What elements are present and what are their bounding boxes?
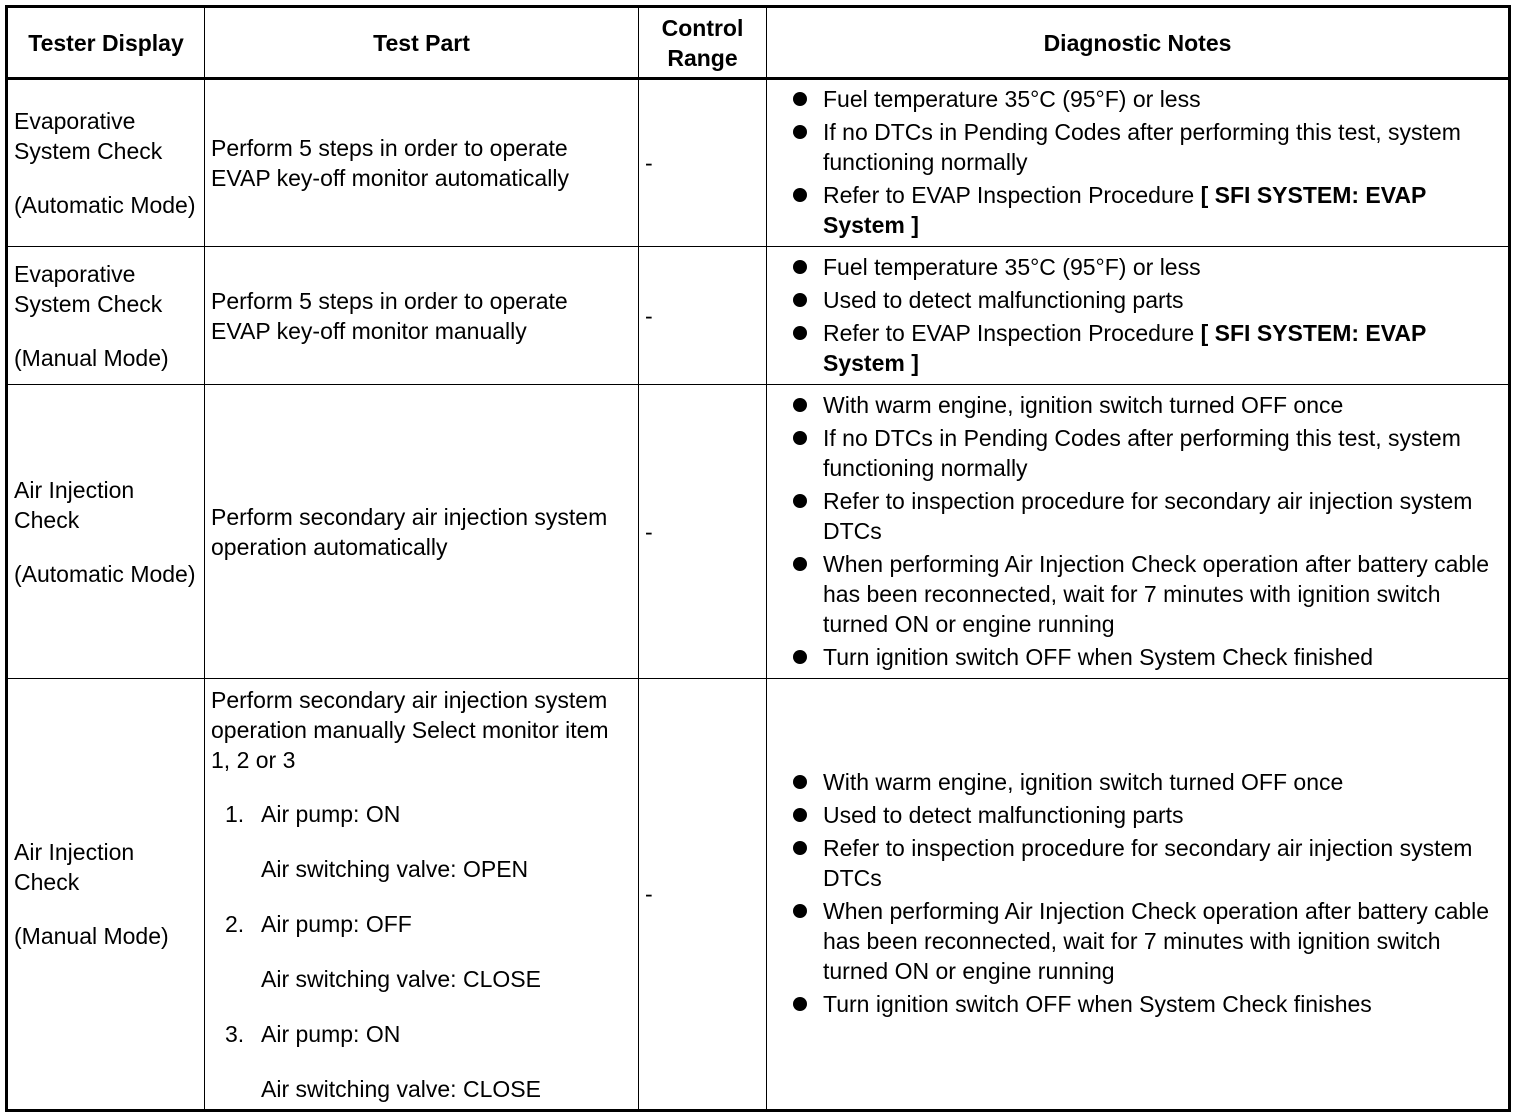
monitor-items-list: [211, 799, 632, 1104]
diagnostic-notes-cell: [767, 385, 1510, 679]
header-control-range: Control Range: [639, 7, 767, 79]
bullet-icon: [793, 92, 807, 106]
list-item: 2. Air pump: OFF Air switching valve: CLOSE: [225, 910, 541, 992]
header-row: [7, 7, 1510, 79]
list-item: Refer to EVAP Inspection Procedure [ SFI SYSTEM: EVAP System ]: [773, 318, 1502, 378]
list-item: With warm engine, ignition switch turned OFF once: [773, 767, 1502, 797]
list-item: Used to detect malfunctioning parts: [773, 285, 1502, 315]
bullet-icon: [793, 650, 807, 664]
evap-system-reference-link[interactable]: [ SFI SYSTEM: EVAP System ]: [823, 182, 1426, 238]
control-range-cell: -: [639, 679, 767, 1111]
list-item: 3. Air pump: ON Air switching valve: CLOSE: [225, 1020, 541, 1102]
tester-display-cell: [7, 79, 205, 247]
tester-display-cell: [7, 385, 205, 679]
list-item: If no DTCs in Pending Codes after performing this test, system functioning normally: [773, 423, 1502, 483]
control-range-cell: -: [639, 79, 767, 247]
tester-function-table: [5, 5, 1511, 1112]
notes-list: [773, 390, 1502, 672]
list-item: If no DTCs in Pending Codes after performing this test, system functioning normally: [773, 117, 1502, 177]
tester-display-mode: (Manual Mode): [14, 923, 169, 949]
bullet-icon: [793, 188, 807, 202]
list-item: When performing Air Injection Check operation after battery cable has been reconnected, wait for 7 minutes with ignition switch turned ON or engine running: [773, 549, 1502, 639]
list-item: Fuel temperature 35°C (95°F) or less: [773, 252, 1502, 282]
table-row: [7, 679, 1510, 1111]
bullet-icon: [793, 326, 807, 340]
bullet-icon: [793, 997, 807, 1011]
notes-list: [773, 252, 1502, 378]
bullet-icon: [793, 260, 807, 274]
bullet-icon: [793, 808, 807, 822]
bullet-icon: [793, 557, 807, 571]
bullet-icon: [793, 841, 807, 855]
list-item: 1. Air pump: ON Air switching valve: OPEN: [225, 800, 529, 882]
list-item: Turn ignition switch OFF when System Check finished: [773, 642, 1502, 672]
diagnostic-notes-cell: [767, 79, 1510, 247]
bullet-icon: [793, 398, 807, 412]
list-item: Turn ignition switch OFF when System Check finishes: [773, 989, 1502, 1019]
notes-list: [773, 767, 1502, 1019]
tester-display-cell: [7, 247, 205, 385]
bullet-icon: [793, 494, 807, 508]
control-range-cell: -: [639, 247, 767, 385]
list-item: Refer to inspection procedure for secondary air injection system DTCs: [773, 486, 1502, 546]
diagnostic-notes-cell: [767, 247, 1510, 385]
test-part-description: Perform secondary air injection system operation manually Select monitor item 1, 2 or 3: [211, 686, 609, 773]
tester-display-name: Air Injection Check: [14, 476, 135, 533]
tester-display-mode: (Automatic Mode): [14, 192, 196, 218]
tester-display-name: Evaporative System Check: [14, 260, 163, 317]
evap-system-reference-link[interactable]: [ SFI SYSTEM: EVAP System ]: [823, 319, 1426, 376]
test-part-cell: Perform 5 steps in order to operate EVAP key-off monitor manually: [205, 247, 639, 385]
test-part-cell: [205, 679, 639, 1111]
tester-display-cell: [7, 679, 205, 1111]
notes-list: [773, 84, 1502, 240]
test-part-cell: Perform 5 steps in order to operate EVAP key-off monitor automatically: [205, 79, 639, 247]
bullet-icon: [793, 431, 807, 445]
list-item: Fuel temperature 35°C (95°F) or less: [773, 84, 1502, 114]
list-item: Refer to inspection procedure for secondary air injection system DTCs: [773, 833, 1502, 893]
table-row: [7, 79, 1510, 247]
tester-display-name: Air Injection Check: [14, 839, 135, 895]
table-row: [7, 385, 1510, 679]
bullet-icon: [793, 904, 807, 918]
tester-display-mode: (Automatic Mode): [14, 560, 196, 587]
header-test-part: Test Part: [205, 7, 639, 79]
list-item: Refer to EVAP Inspection Procedure [ SFI SYSTEM: EVAP System ]: [773, 180, 1502, 240]
list-item: Used to detect malfunctioning parts: [773, 800, 1502, 830]
test-part-cell: Perform secondary air injection system operation automatically: [205, 385, 639, 679]
tester-display-name: Evaporative System Check: [14, 108, 163, 164]
header-diagnostic-notes: Diagnostic Notes: [767, 7, 1510, 79]
list-item: When performing Air Injection Check operation after battery cable has been reconnected, wait for 7 minutes with ignition switch turned ON or engine running: [773, 896, 1502, 986]
bullet-icon: [793, 775, 807, 789]
diagnostic-notes-cell: [767, 679, 1510, 1111]
table-row: [7, 247, 1510, 385]
control-range-cell: -: [639, 385, 767, 679]
header-tester-display: Tester Display: [7, 7, 205, 79]
bullet-icon: [793, 293, 807, 307]
list-item: With warm engine, ignition switch turned OFF once: [773, 390, 1502, 420]
bullet-icon: [793, 125, 807, 139]
tester-display-mode: (Manual Mode): [14, 344, 169, 371]
